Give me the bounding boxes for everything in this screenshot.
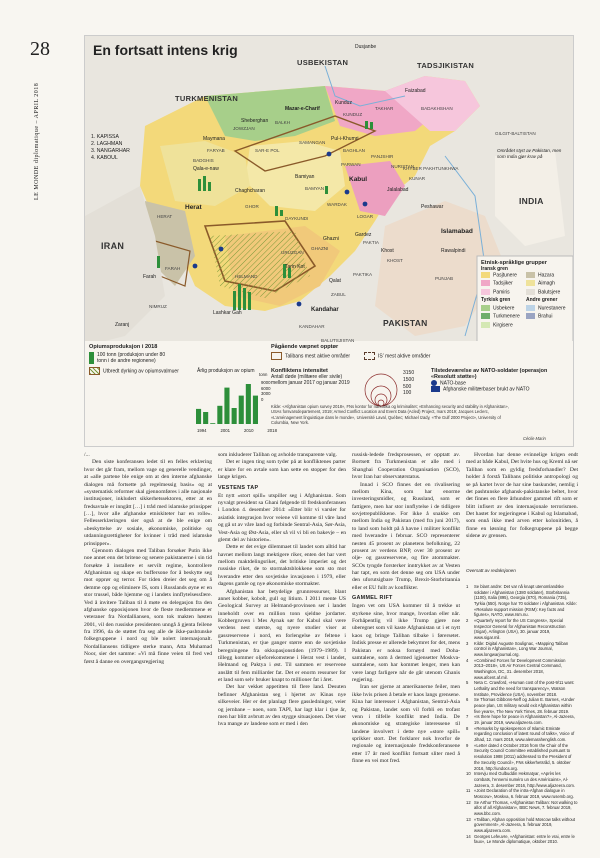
legend-item: Afghanske militærbaser brukt av NATO (431, 386, 569, 392)
footnote-text: «Joint Declaration of the intra-Afghan dialogue in Moscow», Moskva, 6. februar 2019, www.rusemb.org. (474, 788, 574, 799)
province-label: GHAZNI (311, 246, 329, 251)
conflict-scale (403, 370, 414, 397)
country-turkmenistan: TURKMENISTAN (175, 94, 239, 103)
footnote-text: Intervju med Gulbuddin Hekmatyar, «Après les combats, l’ennemi numéro un des Américains», Al-Jazeera, 3. desember 2016, http://www.aljazeera.com. (474, 771, 576, 788)
city-khost: Khost (381, 248, 394, 254)
footnote-text: Se Thomas Gibbons-Neff og Julian E. Barnes, «Under peace plan, US military would exit Afghanistan within five years», The New York Times, 28. februar 2019. (474, 697, 575, 714)
province-label: KHOST (387, 258, 403, 263)
footnote (466, 641, 578, 658)
running-head: LE MONDE diplomatique – APRIL 2018 (34, 82, 40, 200)
region-2: 2. LAGHMAN (91, 141, 123, 148)
ethnic-legend-title: Etnisk-språklige grupper (481, 260, 547, 266)
city-kunduz: Kunduz (335, 100, 352, 106)
footnote (466, 658, 578, 681)
city-jalalabad: Jalalabad (387, 187, 409, 193)
province-label: KANDAHAR (299, 324, 325, 329)
turkic-branch-title: Tyrkisk gren (481, 296, 511, 303)
ethnic-legend (481, 260, 571, 328)
city-sheberghan: Sheberghan (241, 118, 269, 124)
legend-item: Pamiris (481, 289, 526, 295)
legend-item: Talibans mest aktive områder (271, 352, 350, 360)
footnote (466, 680, 578, 697)
ongoing-title: Pågående væpnet opptør (271, 344, 339, 350)
province-label: TAKHAR (375, 106, 394, 111)
paragraph: Dette er det evige dilemmaet til landet som alltid har havnet mellom langt mektigere riker, enten det har vært mellom maktdelingsriket, det britiske imperiet og det russiske riket, de to stormaktsblokkene som sto mot hverandre etter den sovjetiske invasjonen i 1979, eller dagens gamle og nye økonomiske stormakter. (218, 544, 346, 588)
footnote-number: 2 (466, 618, 469, 624)
legend-item: Turkmenere (481, 313, 526, 319)
province-label: GILGIT-BALTISTAN (495, 131, 536, 136)
footnote-text: Se Arthur Thomas, «Afghanistan Taliban: Not walking to allot of all Afghanistan», BBC News, 7. februar 2019, www.bbc.com. (474, 799, 578, 816)
city-farah: Farah (143, 274, 157, 280)
province-label: KHYBER PAKHTUNKHWA (403, 166, 459, 171)
footnote-text: «Quarterly report for the US Congress», Special Inspector General for Afghanistan Reconstruction (Sigar), Arlington (USA), 30. januar 2019, www.sigar.mil. (474, 618, 566, 641)
province-label: BADGHIS (193, 158, 214, 163)
footnote (466, 817, 578, 834)
footnote-text: Georges Lefeuvre, «Afghanistan: entre le vrai, entre le faux», Le Monde diplomatique, oktober 2010. (474, 833, 575, 845)
paragraph: Den siste konferansen ledet til en felles erklæring hvor det går fram, mellom vage og generelle vendinger, at «alle partene ble enige om at den interne afghanske dialogen må fortsette på regelmessig basis» og at «systematisk reformer skal gjennomføres i alle nasjonale institusjoner, inkludert sikkerhetssektoren, etter at en fredsavtale er inngått […] i tråd med islamske prinsipper […], hvor alle afghanske etniskiteter har en rolle». Fellesserklæringen sier også at de ble enige om «beskyttelse av sosiale, økonomiske, politiske og utdanningsrettigheter for kvinner i tråd med islamske prinsipper». (84, 459, 212, 547)
translator-signature: Oversatt av redaksjonen (466, 568, 516, 573)
tick-label: 0 (261, 396, 264, 402)
footnote-number: 4 (466, 657, 469, 663)
legend-item: Brahui (526, 313, 571, 319)
province-label: SAMANGAN (299, 140, 326, 145)
footnote (466, 584, 578, 618)
column-2 (218, 452, 346, 729)
legend-item: Aimagh (526, 280, 571, 286)
province-label: BALUTSJISTAN (321, 338, 355, 343)
country-pakistan: PAKISTAN (383, 318, 428, 328)
legend-item: Nurestanere (526, 305, 571, 311)
annual-bar-1998 (203, 412, 208, 424)
footnote-number: 10 (466, 771, 471, 777)
country-iran: IRAN (101, 241, 125, 251)
province-label: SAR-E POL (255, 148, 280, 153)
scale-value: 500 (403, 383, 412, 390)
map-figure (84, 35, 574, 447)
province-label: BADAKHSHAN (421, 106, 453, 111)
province-label: URUZGAN (281, 250, 304, 255)
year-label: 1994 (197, 428, 207, 433)
map-title: En fortsatt intens krig (93, 42, 238, 58)
footnote (466, 834, 578, 845)
city-ghazni: Ghazni (323, 236, 339, 242)
province-label: PAKTIKA (353, 272, 373, 277)
disputed-note: Området styrt av Pakistan, men som India gjør krav på (497, 148, 562, 160)
province-label: BAGHLAN (343, 148, 365, 153)
annual-unit: tonn (259, 372, 268, 377)
paragraph: Hvordan har denne evinnelige krigen endt med at både Kabul, Det hvite hus og Kreml nå ser Taliban som en gyldig fredsforhandler? Det holder å forstå Talibans politiske antropologi og se på kartet hvor de har sine baskunder, nemlig i det pashtunske afghansk-pakistanske beltet, hvor det finnes en flere århundrer gammel rift som er blitt infisert av den internasjonale terrorismen. Det hastet for regjeringene i Kabul og Islamabad, som ennå ikke med arven etter kolonitiden, å finne en løsning for folkegruppene på begge sidene av grensen. (466, 452, 578, 540)
annual-bar-2005 (217, 406, 222, 424)
legend-item: Hazara (526, 272, 571, 278)
paragraph: Det har vekket appetitten til flere land. Desuten befinner Afghanistan seg i hjertet av Kinas nye silkeveier. Her er det planlagt flere gassledninger, veier og jernbane – noen, som TAPI, har lagt klar i tjue år, men har blitt avbrutt av den stygge situasjonen. Det viser hva mange av landene som er med i den (218, 684, 346, 728)
tick-label: 6000 (261, 385, 271, 391)
annual-bar-2018 (253, 396, 258, 424)
footnote-text: Kilde: Digital Auguste Soulignac, «Mapping Taliban control in Afghanistan», Long War Journal, www.longwarjournal.org. (474, 640, 569, 658)
city-bamiyan: Bamiyan (295, 174, 315, 180)
city-herat: Herat (185, 204, 202, 211)
annual-ticks (261, 380, 271, 402)
footnote (466, 726, 578, 743)
country-usbekistan: USBEKISTAN (297, 58, 349, 67)
scale-value: 3150 (403, 370, 415, 376)
province-label: BALKH (275, 120, 291, 125)
footnote-text: Neta C. Crawford, «Human cost of the post-9/11 wars: Lethality and the need for transparency», Watson Institute, Providence (USA), november 2018. (474, 680, 575, 697)
city-lashkar: Lashkar Gah (213, 310, 242, 316)
footnote-number: 8 (466, 725, 469, 731)
footnote (466, 618, 578, 641)
footnote-text: Se blant andre: Det var nå knapt utenomlandske soldater i Afghanistan (1380 soldater), Storbritannia (1100), Italia (895), Georgia (870), Romania (735), Tyrkia (550). Norge har 70 soldater i Afghanistan. Kilde: «Resolute support mission (RSM): Key facts and figures», NATO, www.rsm.nu. (474, 584, 577, 618)
province-label: HELMAND (235, 274, 258, 279)
city-maymana: Maymana (203, 136, 225, 142)
scale-value: 1500 (403, 376, 415, 383)
province-label: DAYKUNDI (285, 216, 309, 221)
province-label: KUNDUZ (343, 112, 363, 117)
footnote (466, 697, 578, 714)
paragraph: som inkluderer Taliban og avholde transparente valg. (218, 452, 337, 458)
footnotes (466, 584, 578, 845)
city-qalaynaw: Qala-e-naw (193, 166, 219, 172)
map-credit: Kilde: «Afghanistan opium survey 2018», FNs kontor for narkotika og kriminalitet; «Enhancing security and stability in Afghanistan», USAs forsvarsdepartement, 2019; Armed Conflict Location and Event Data (Acled) Project, mars 2019; Jacques Leclerc, «L’aménagement linguistique dans le monde», Université Laval, Québec; Michael Izady, «The Gulf 2000 Project», University of Columbia, New York. (271, 404, 509, 425)
paragraph: Innad i SCO finnes det en rivalisering mellom Kina, som har enorme investeringsmidler, og Russland, som er fattigere, men har stor innflytelse i de tidligere sovjetrepublikkene. For ikke å snakke om mellom India og Pakistan (med fra juni 2017), to land som holdt på å havne i militær konflikt med hverandre i februar. SCO representerer nesten 45 prosent av planetens befolkning, 22 prosent av verdens BNP, over 30 prosent av olje- og gassreservene, og fire atommakter. SCOs tyngde forsterker inntrykket av at Vesten har tapt, en som det denne seg om USA under den uforutsigbare Trump, Brexit-Storbritannia eller et EU fullt av konflikter. (352, 481, 460, 591)
footnote-number: 1 (466, 584, 469, 589)
legend-item: Balutsjere (526, 289, 571, 295)
city-peshawar: Peshawar (421, 204, 444, 210)
legend-item: IS’ mest aktive områder (364, 352, 430, 360)
province-label: FARYAB (207, 148, 225, 153)
province-label: NIMRUZ (149, 304, 167, 309)
paragraph: Et nytt «stort spill» utspiller seg i Afghanistan. Som nyvalgt president sa Ghani følgende til fredskonferansen i London 4. desember 2014: «Etter blir vi varsler for asiatisk integrasjon hvor veiene vil komme til våre land og gå ut av våre land og forbinde Sentral-Asia, Sør-Asia, Vest-Asia og Øst-Asia, eller så vil vi bli en bakevje – en glemt del av historien». (218, 492, 346, 543)
province-label: GHOR (245, 204, 259, 209)
conflict-sub: Antall døde (militære eller sivile) mellom januar 2017 og januar 2019 (271, 374, 350, 386)
nato-title: Tilstedeværelse av NATO-soldater (operasjon «Resolutt støtte») (431, 368, 548, 380)
footnote-number: 3 (466, 640, 469, 646)
opium-legend (89, 344, 209, 375)
column-3 (352, 452, 460, 766)
numbered-regions (91, 134, 130, 162)
footnote-number: 6 (466, 697, 469, 703)
ongoing-legend (271, 344, 501, 360)
annual-bar-1994 (196, 409, 201, 424)
scale-value: 100 (403, 390, 412, 397)
legend-item: 100 tonn (produksjon under 80 tonn i de andre regionene) (89, 352, 209, 364)
city-gardez: Gardez (355, 232, 372, 238)
column-4 (466, 452, 578, 541)
paragraph: Ingen vet om USA kommer til å trekke ut styrkene sine, hvor mange, hvordan eller når. Forhåpentlig vil ikke Trump gjøre noe uberegnet som vil kaste Afghanistan ut i et nytt kaos og bringe Taliban tilbake i førersetet. Indisk presse er allerede bekymret for det, mens Pakistan er noksa fornøyd med Doha-samtalene, som å dermed igjensetter Moskva-samtalene, som har kommet lenger, men kan være langt farligere når de går utenom Ghanis regjering. (352, 603, 460, 683)
footnote-text: «Combined Forces for Development Commission 2013–2018», US Air Forces Central Command, Washington, DC, 31. desember 2018, www.afcent.af.mil. (474, 657, 566, 680)
province-label: ZABUL (331, 292, 346, 297)
opium-title: Opiumsproduksjon i 2018 (89, 344, 158, 350)
conflict-title: Konfliktens intensitet (271, 368, 328, 374)
annual-bar-2017 (246, 384, 251, 424)
tick-label: 9000 (261, 380, 271, 385)
city-faizabad: Faizabad (405, 88, 426, 94)
footnote-number: 12 (466, 799, 471, 805)
city-zaranj: Zaranj (115, 322, 130, 328)
footnote-text: «Taliban, Afghan opposition hold Moscow talks without government», Al-Jazeera, 5. februar 2019, www.aljazeera.com. (474, 816, 576, 833)
section-heading: GAMMEL RIFT (352, 595, 393, 602)
footnote-number: 14 (466, 833, 471, 839)
province-label: FARAH (165, 266, 181, 271)
city-mazar: Mazar-e-Charif (285, 106, 320, 112)
legend-item: Usbekere (481, 305, 526, 311)
page-number: 28 (30, 38, 50, 60)
region-3: 3. NANGARHAR (91, 148, 130, 155)
annual-bar-2010 (232, 408, 237, 424)
city-kabul: Kabul (349, 176, 368, 183)
city-kandahar: Kandahar (311, 307, 339, 313)
footnote-text: «Is there hope for peace in Afghanistan?», Al-Jazeera, 19. januar 2019, www.aljazeera.com. (474, 714, 575, 726)
province-label: PANJSHIR (371, 154, 394, 159)
province-label: JOWZJAN (233, 126, 255, 131)
annual-years (197, 428, 277, 433)
province-label: PARWAN (341, 162, 361, 167)
province-label: LOGAR (357, 214, 374, 219)
country-india: INDIA (519, 196, 544, 206)
country-tadsjikistan: TADSJIKISTAN (417, 61, 475, 70)
footnote (466, 800, 578, 817)
annual-title: Årlig produksjon av opium (197, 368, 255, 374)
footnote-number: 13 (466, 816, 471, 822)
region-1: 1. KAPISSA (91, 134, 119, 140)
paragraph: russisk-ledede fredsprosessen, er opptatt av. Bortsett fra Turkmenistan er alle med i Shanghai Cooperation Organisation (SCO), hvor Iran har observatørstatus. (352, 452, 460, 481)
year-label: 2018 (267, 428, 277, 433)
city-rawalpindi: Rawalpindi (441, 248, 466, 254)
legend-item: Pasjtunere (481, 272, 526, 278)
year-label: 2010 (243, 428, 254, 433)
city-tarinkot: Tarin Kot (285, 264, 305, 270)
province-label: PUNJAB (435, 276, 454, 281)
province-label: NURISTAN (391, 164, 415, 169)
province-label: KUNAR (409, 176, 426, 181)
paragraph: Iran ser gjerne at amerikanerne feiler, men ikke hvis prisen å betale er kaos langs grensene. Kina har interesser i Afghanistan, Sentral-Asia og Pakistan, landet som vil forbli en trofast venn i tilfelle konflikt med India. De økonomiske og strategiske interessene til landene involvert i dette nye «store spill» sprikker stort. Det forklarer nok hvorfor de regionale og internasjonale fredskonferansene etter 17 år med konflikt fortsatt sliter med å finne en vei mot fred. (352, 684, 460, 765)
year-label: 2001 (220, 428, 231, 433)
footnote-number: 7 (466, 714, 469, 720)
legend-item: Tadsjiker (481, 280, 526, 286)
footnote-number: 9 (466, 742, 469, 748)
province-label: WARDAK (327, 202, 347, 207)
legend-item: Kirgisere (481, 322, 526, 328)
city-islamabad: Islamabad (441, 228, 473, 235)
other-branch-title: Andre grener (526, 296, 558, 303)
footnote (466, 743, 578, 771)
city-qalat: Qalat (329, 278, 341, 284)
nato-legend (431, 368, 569, 393)
section-heading: VESTENS TAP (218, 484, 259, 491)
city-chaghcharan: Chaghcharan (235, 188, 266, 194)
lead-marker: /... (84, 452, 90, 458)
province-label: HERAT (157, 214, 173, 219)
footnote (466, 771, 578, 788)
paragraph: Afghanistan har betydelige grunnressurser, blant annet kobber, kobolt, gull og litium. I 2011 mente US Geological Survey at Helmand-provinsen ser i landet inneholdt over en million tonn sjeldne jordarter. Kobbergruven i Mes Aynak sør for Kabul skal være verdens nest største, og nyere studier viser at gassreservene i nord, en forlengelse av feltene i Turkmenistan, er tjue ganger større enn de sovjetiske beregningene fra okkupasjonstiden (1979–1989). I tillegg kommer oljeforekomstene i Herat vest i landet, Helmand og Paktya i øst. Til sammen er reservene anslått til fem milliarder fat. Det er enorm ressurser for et land som selv bruker knapt to millioner fat i året. (218, 588, 346, 683)
annual-bar-2001 (210, 423, 215, 424)
annual-bar-2014 (239, 396, 244, 424)
footnote (466, 788, 578, 799)
column-1 (84, 452, 212, 666)
map-author: Cécile Marin (523, 436, 546, 441)
legend-item: NATO-base (431, 380, 569, 386)
paragraph: Gjennom dialogen med Taliban forsøker Putin ikke noe annet enn det britene og senere pakistanerne i sin tid forsøkte å installere et servilt regime, kontrollere Afghanistan og skape en buffersone for å beskytte seg mot opprør og terror. For tiden dreier det seg om å demme opp og eliminere IS, som i Russlands øyne er en stor trussel, både hjemme og i landets innflytelsessfære. Ved å invitere Taliban til å møte en delegasjon fra den afghanske opposisjonen hvor de fleste medlemmene er veteraner fra Nordalliansen, som tok makten høsten 2001, vil den russiske presidenten unngå å gjenta feilene fra 1996, da de støttet fra seg alle de ikke-pashtunske folkegruppene i nord og ble nolert internasjonalt. Nordalliansens tidligere sterke mann, Atta Muhamad Noor, sier det samme: «Vi må finne veien til fred ved først å danne en overgangsregjering (84, 547, 212, 665)
city-dusjanbe: Dusjanbe (355, 44, 377, 50)
province-label: PAKTIA (363, 240, 379, 245)
annual-bar-2007 (224, 388, 229, 424)
footnote-text: «Remarks by spokesperson of Islamic Emirate regarding conclusion of latest round of talks», Voice of Jihad, 12. mars 2019, www.alemarahenglish.com. (474, 725, 575, 743)
iranian-branch-title: Iransk gren (481, 266, 508, 272)
footnote-number: 11 (466, 788, 471, 794)
footnote (466, 714, 578, 725)
legend-item: Utbredt dyrking av opiumsvalmuer (89, 367, 209, 375)
footnote-text: «Letter dated 4 October 2016 from the Chair of the Security Council Committee established pursuant to resolution 1988 (2011) addressed to the President of the Security Council», FNs sikkerhetsråd, 5. oktober 2016, http://undocs.org. (474, 742, 572, 771)
province-label: BAMYAN (305, 186, 325, 191)
region-4: 4. KABOUL (91, 155, 118, 162)
footnote-number: 5 (466, 680, 469, 686)
paragraph: Det er ingen ting som tyder på at konfliktenes parter er klare for en avtale som kan sette en stopper for den lange krigen. (218, 459, 346, 481)
city-pulikhumri: Pul-i-Khumri (331, 136, 359, 142)
tick-label: 3000 (261, 391, 271, 397)
